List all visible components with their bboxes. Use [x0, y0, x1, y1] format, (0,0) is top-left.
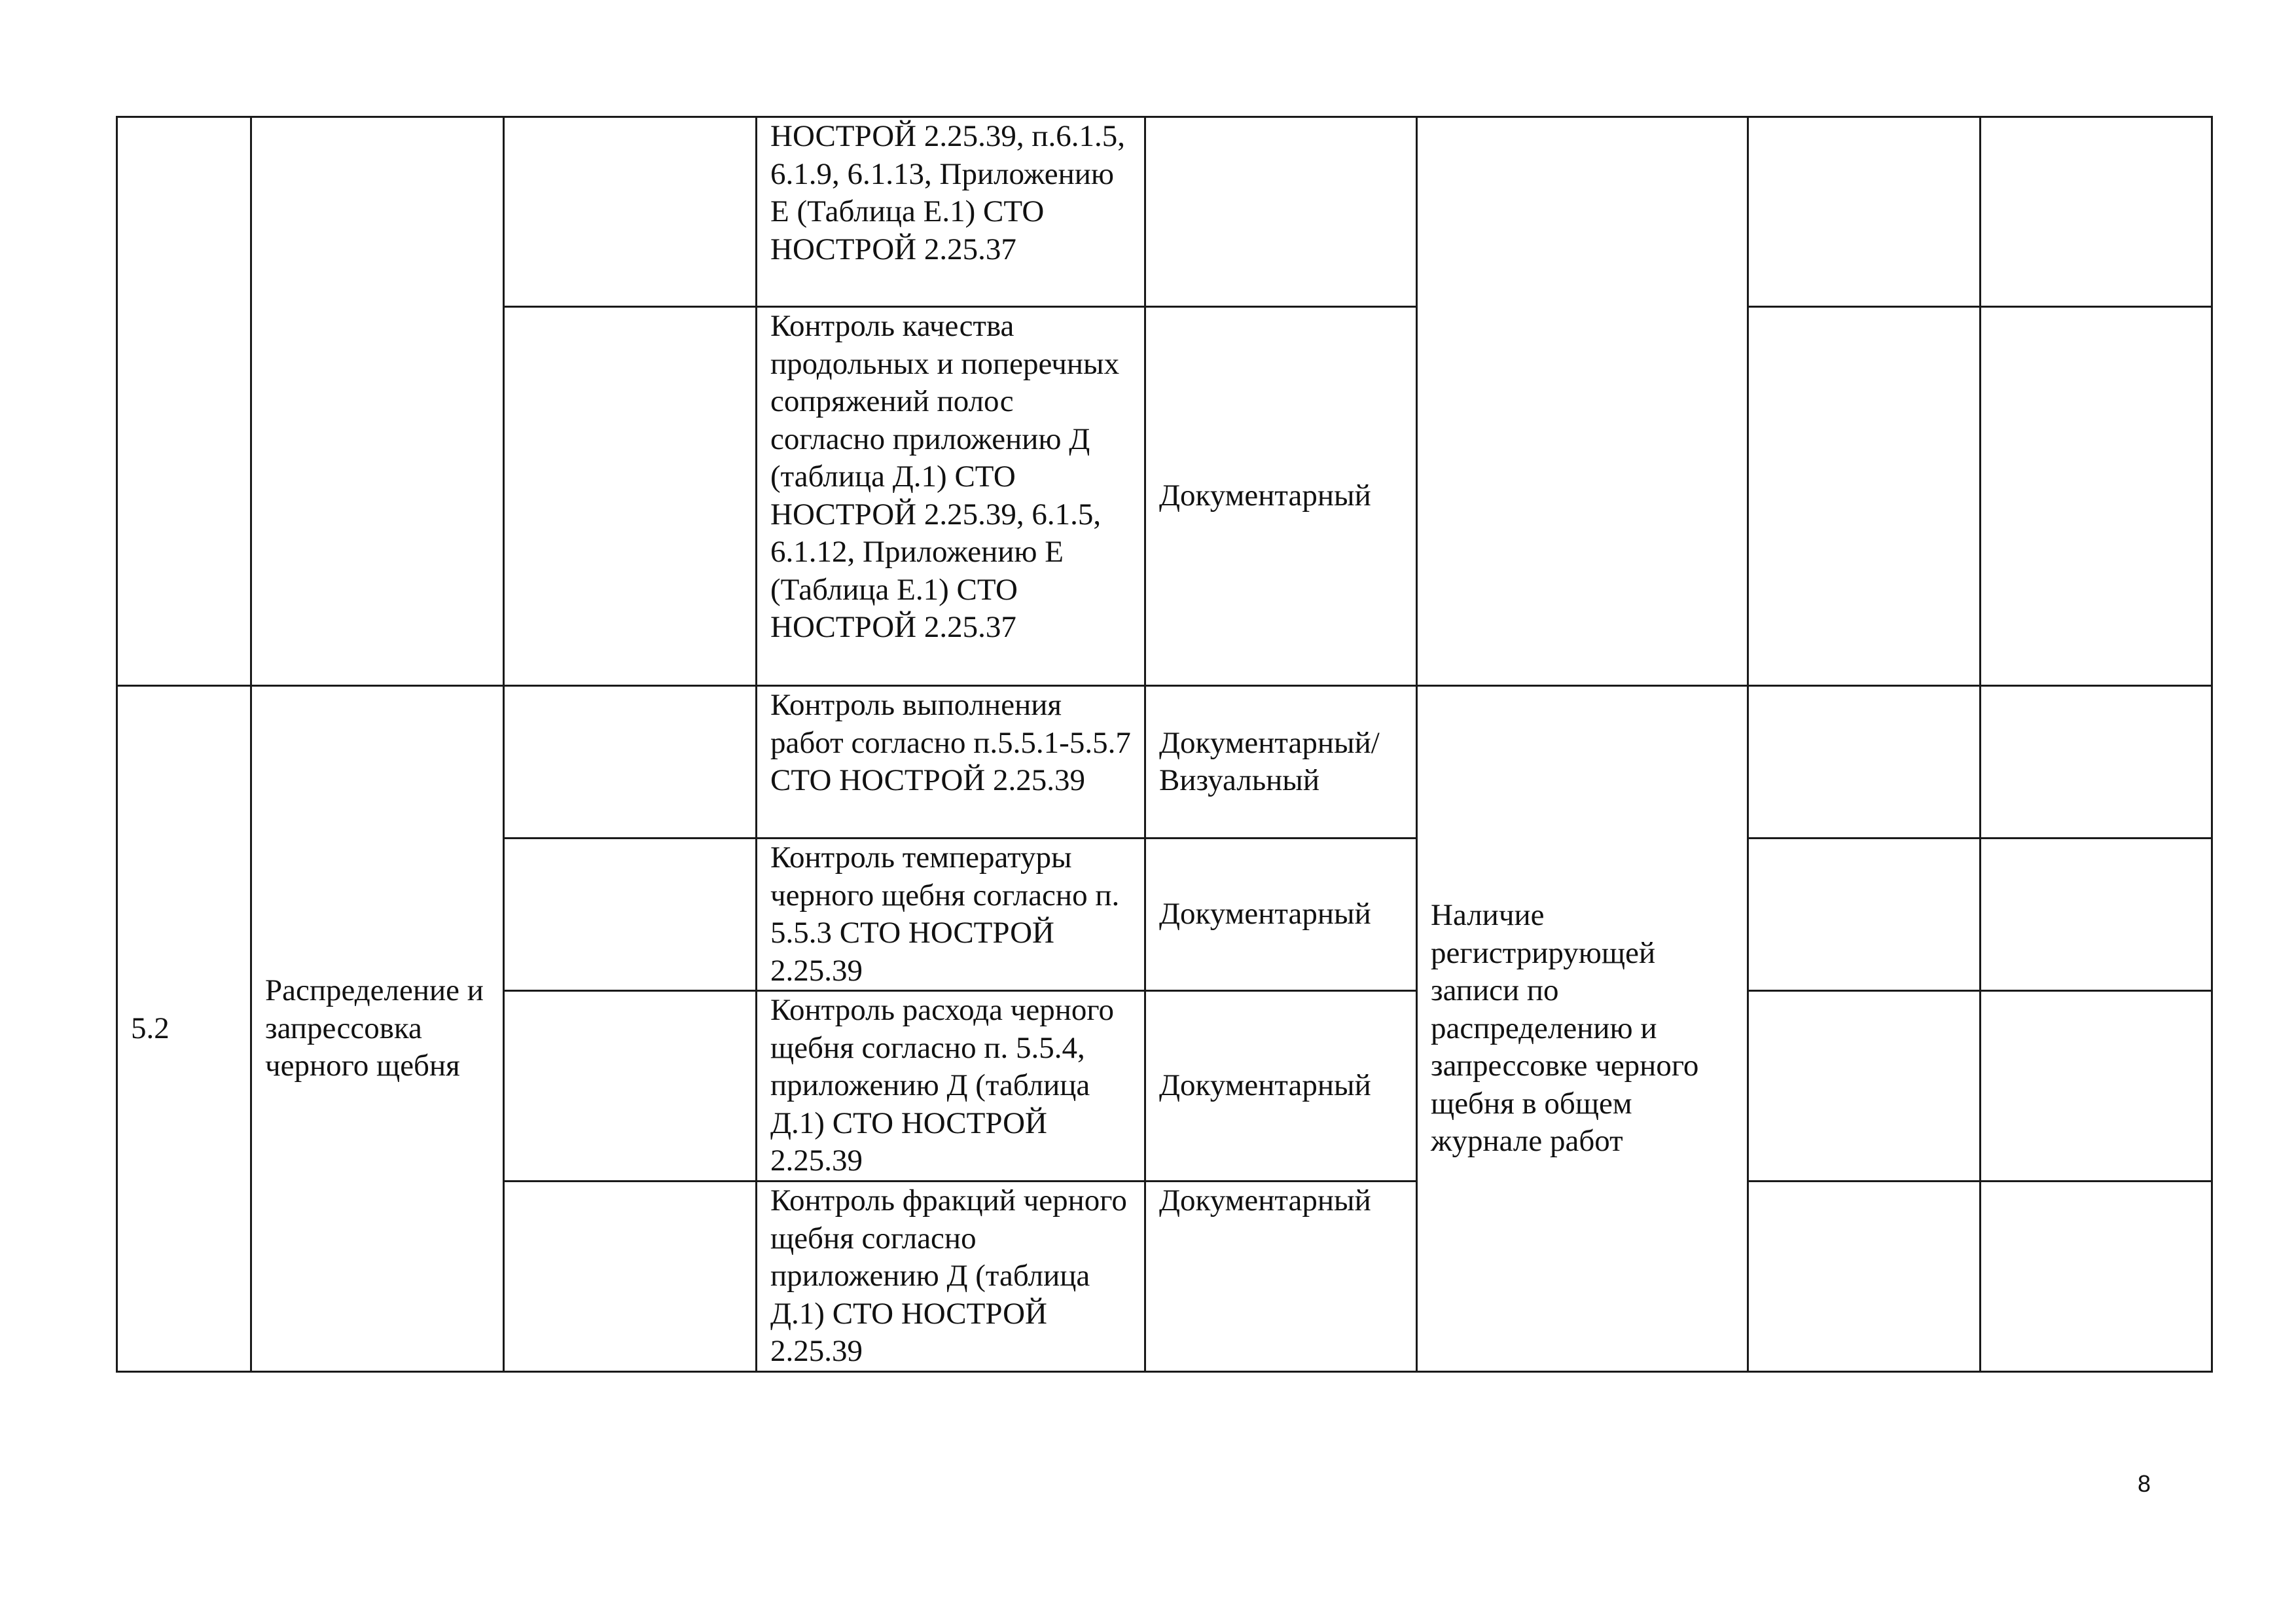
empty-cell — [1748, 839, 1981, 991]
empty-cell — [504, 117, 757, 307]
stage-number-cell: 5.2 — [117, 686, 251, 1372]
control-method-cell — [1145, 117, 1417, 307]
empty-cell — [504, 686, 757, 839]
empty-cell — [1748, 991, 1981, 1182]
table-row — [117, 117, 2212, 307]
empty-cell — [1748, 307, 1981, 686]
empty-cell — [1981, 117, 2212, 307]
control-method-cell: Документарный — [1145, 307, 1417, 686]
control-description-cell: Контроль расхода черного щебня согласно п. 5.5.4, приложению Д (таблица Д.1) СТО НОСТРОЙ 2.25.39 — [757, 991, 1145, 1182]
empty-cell — [504, 991, 757, 1182]
empty-cell — [1748, 117, 1981, 307]
empty-cell — [1981, 307, 2212, 686]
empty-cell — [1748, 686, 1981, 839]
empty-cell — [1981, 686, 2212, 839]
control-method-cell: Документарный/ Визуальный — [1145, 686, 1417, 839]
empty-cell — [504, 839, 757, 991]
control-method-cell: Документарный — [1145, 991, 1417, 1182]
table-row — [117, 686, 2212, 839]
control-method-cell: Документарный — [1145, 839, 1417, 991]
record-cell — [1417, 117, 1748, 686]
stage-number-cell — [117, 117, 251, 686]
control-description-cell: Контроль качества продольных и поперечных сопряжений полос согласно приложению Д (таблица Д.1) СТО НОСТРОЙ 2.25.39, 6.1.5, 6.1.12, Приложению Е (Таблица Е.1) СТО НОСТРОЙ 2.25.37 — [757, 307, 1145, 686]
control-description-cell: Контроль выполнения работ согласно п.5.5.1-5.5.7 СТО НОСТРОЙ 2.25.39 — [757, 686, 1145, 839]
empty-cell — [1981, 839, 2212, 991]
record-cell: Наличие регистрирующей записи по распределению и запрессовке черного щебня в общем журнале работ — [1417, 686, 1748, 1372]
control-method-cell: Документарный — [1145, 1182, 1417, 1372]
empty-cell — [504, 1182, 757, 1372]
empty-cell — [1981, 991, 2212, 1182]
empty-cell — [1748, 1182, 1981, 1372]
stage-name-cell — [251, 117, 504, 686]
empty-cell — [504, 307, 757, 686]
page-number: 8 — [2138, 1470, 2151, 1497]
quality-control-table — [116, 116, 2213, 1373]
empty-cell — [1981, 1182, 2212, 1372]
control-description-cell: Контроль температуры черного щебня согласно п. 5.5.3 СТО НОСТРОЙ 2.25.39 — [757, 839, 1145, 991]
control-description-cell: Контроль фракций черного щебня согласно приложению Д (таблица Д.1) СТО НОСТРОЙ 2.25.39 — [757, 1182, 1145, 1372]
control-description-cell: НОСТРОЙ 2.25.39, п.6.1.5, 6.1.9, 6.1.13, Приложению Е (Таблица Е.1) СТО НОСТРОЙ 2.25.37 — [757, 117, 1145, 307]
stage-name-cell: Распределение и запрессовка черного щебня — [251, 686, 504, 1372]
